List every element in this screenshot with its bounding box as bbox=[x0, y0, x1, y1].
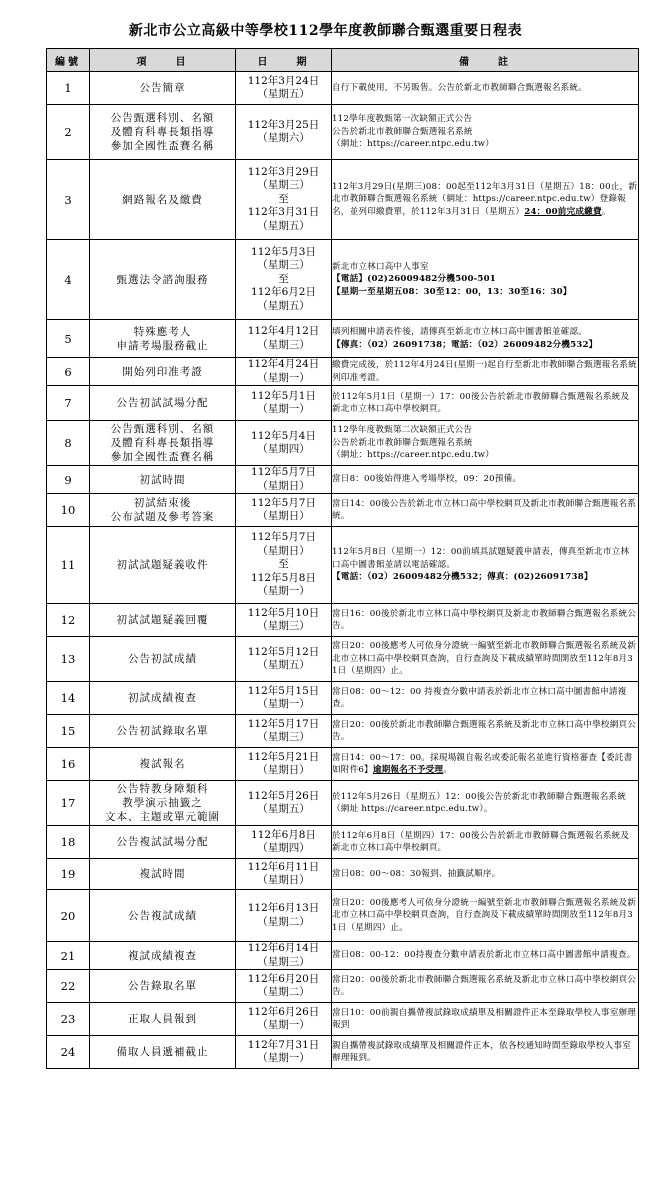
date-line: 112年5月7日 bbox=[251, 466, 316, 478]
note-segment: 親自攜帶複試錄取成績單及相關證件正本，依各校通知時間至錄取學校人事室辦理報到。 bbox=[332, 1040, 631, 1063]
header-date: 日 期 bbox=[236, 49, 332, 72]
item-line: 公告複試試場分配 bbox=[116, 836, 209, 848]
note-segment: 112年3月29日(星期三)08：00起至112年3月31日（星期五）18：00止，新北市教師聯合甄選報名系統（網址：https://career.ntpc.edu.tw）登錄報名，並列印繳費單，於112年3月31日（星期五） bbox=[332, 181, 638, 217]
row-item bbox=[90, 160, 236, 240]
note-segment: 。 bbox=[443, 765, 452, 775]
row-number: 23 bbox=[47, 1003, 90, 1036]
table-row bbox=[47, 748, 639, 781]
row-note bbox=[332, 826, 639, 859]
date-line: 112年5月1日 bbox=[251, 389, 316, 402]
table-row bbox=[47, 160, 639, 240]
row-number: 4 bbox=[47, 240, 90, 320]
note-segment: 填列相關申請表件後，請傳真至新北市立林口高中圖書館並確認。 bbox=[332, 327, 588, 338]
note-segment: 當日14：00～17：00。採現場親自報名或委託報名並進行資格審查【委託書如附件6】 bbox=[332, 752, 633, 775]
date-line: （星期四） bbox=[257, 443, 310, 455]
row-number: 20 bbox=[47, 890, 90, 942]
item-line: 初試時間 bbox=[139, 473, 186, 486]
date-line: （星期日） bbox=[257, 479, 310, 492]
date-line: （星期日） bbox=[257, 510, 310, 522]
date-line: 112年3月24日 bbox=[247, 74, 320, 87]
table-row bbox=[47, 970, 639, 1003]
note-segment: 112學年度教甄第一次缺額正式公告 bbox=[332, 114, 473, 125]
row-date bbox=[236, 1036, 332, 1069]
item-line: 複試報名 bbox=[139, 758, 186, 770]
item-line: 及體育科專長類指導 bbox=[110, 126, 215, 138]
row-date bbox=[236, 240, 332, 320]
row-number: 8 bbox=[47, 421, 90, 466]
row-note bbox=[332, 682, 639, 715]
row-item bbox=[90, 682, 236, 715]
date-line: 112年5月17日 bbox=[247, 717, 320, 730]
row-note bbox=[332, 358, 639, 386]
row-number: 13 bbox=[47, 637, 90, 682]
row-date bbox=[236, 826, 332, 859]
row-number: 3 bbox=[47, 160, 90, 240]
date-line: （星期五） bbox=[257, 88, 310, 100]
date-line: （星期三） bbox=[257, 259, 310, 272]
note-segment: 繳費完成後，於112年4月24日(星期一)起自行至新北市教師聯合甄選報名系統列印准考證。 bbox=[332, 360, 637, 383]
note-segment: 當日20：00後於新北市教師聯合甄選報名系統及新北市立林口高中學校網頁公告。 bbox=[332, 974, 637, 997]
note-segment: 112年5月8日（星期一）12：00前填具試題疑義申請表，傳真至新北市立林口高中圖書館並請以電話確認。 bbox=[332, 547, 630, 570]
table-row bbox=[47, 240, 639, 320]
row-date bbox=[236, 527, 332, 604]
row-item bbox=[90, 386, 236, 421]
row-date bbox=[236, 715, 332, 748]
row-number: 6 bbox=[47, 358, 90, 386]
note-segment: 【電話：（02）26009482分機532；傳真：(02)26091738】 bbox=[332, 572, 593, 583]
note-segment: 當日20：00後於新北市教師聯合甄選報名系統及新北市立林口高中學校網頁公告。 bbox=[332, 719, 637, 742]
item-line: 初試試題疑義收件 bbox=[116, 559, 209, 571]
note-segment: 【電話】(02)26009482分機500-501 bbox=[332, 274, 496, 285]
table-row bbox=[47, 1003, 639, 1036]
table-row bbox=[47, 105, 639, 160]
date-line: 112年5月15日 bbox=[247, 684, 320, 697]
table-row bbox=[47, 72, 639, 105]
date-line: （星期一） bbox=[257, 371, 310, 384]
date-line: 112年7月31日 bbox=[247, 1038, 320, 1051]
item-line: 公告複試成績 bbox=[128, 909, 197, 922]
table-row bbox=[47, 358, 639, 386]
row-item bbox=[90, 781, 236, 826]
date-line: 112年5月3日 bbox=[251, 245, 316, 258]
note-segment: 於112年5月1日（星期一）17：00後公告於新北市教師聯合甄選報名系統及新北市立林口高中學校網頁。 bbox=[332, 391, 630, 414]
row-note bbox=[332, 970, 639, 1003]
date-line: （星期二） bbox=[257, 915, 310, 928]
row-note bbox=[332, 715, 639, 748]
date-line: （星期五） bbox=[257, 659, 310, 671]
item-line: 複試成績複查 bbox=[128, 949, 197, 962]
note-segment: 當日08：00～08：30報到、抽籤試順序。 bbox=[332, 868, 501, 879]
row-date bbox=[236, 466, 332, 494]
table-row bbox=[47, 715, 639, 748]
item-line: 及體育科專長類指導 bbox=[110, 437, 215, 449]
row-item bbox=[90, 1003, 236, 1036]
date-line: （星期五） bbox=[257, 299, 310, 312]
table-row bbox=[47, 890, 639, 942]
item-line: 備取人員遞補截止 bbox=[116, 1046, 209, 1058]
note-segment: 當日20：00後應考人可依身分證統一編號至新北市教師聯合甄選報名系統及新北市立林口高中學校網頁查詢，自行查詢及下載成績單時間開放至112年8月31日（星期四）止。 bbox=[332, 641, 637, 677]
row-date bbox=[236, 637, 332, 682]
date-line: （星期五） bbox=[257, 803, 310, 815]
date-line: （星期六） bbox=[257, 132, 310, 144]
date-line: 112年4月12日 bbox=[247, 325, 320, 337]
row-note bbox=[332, 105, 639, 160]
date-line: 至 bbox=[278, 192, 289, 205]
date-line: （星期一） bbox=[257, 1052, 310, 1064]
row-note bbox=[332, 859, 639, 890]
row-date bbox=[236, 421, 332, 466]
note-segment: 【傳真：（02）26091738；電話：（02）26009482分機532】 bbox=[332, 339, 598, 350]
row-number: 9 bbox=[47, 466, 90, 494]
row-note bbox=[332, 527, 639, 604]
row-number: 18 bbox=[47, 826, 90, 859]
row-note bbox=[332, 240, 639, 320]
date-line: 112年3月31日 bbox=[247, 206, 320, 219]
row-date bbox=[236, 970, 332, 1003]
note-segment: 公告於新北市教師聯合甄選報名系統 bbox=[332, 126, 473, 137]
row-note bbox=[332, 748, 639, 781]
date-line: 112年6月14日 bbox=[247, 942, 320, 954]
item-line: 教學演示抽籤之 bbox=[122, 797, 203, 809]
date-line: 至 bbox=[278, 272, 289, 285]
row-date bbox=[236, 748, 332, 781]
item-line: 初試試題疑義回覆 bbox=[116, 614, 209, 626]
date-line: （星期一） bbox=[257, 1019, 310, 1031]
date-line: （星期一） bbox=[257, 698, 310, 710]
row-item bbox=[90, 320, 236, 358]
row-date bbox=[236, 494, 332, 527]
row-number: 22 bbox=[47, 970, 90, 1003]
row-date bbox=[236, 1003, 332, 1036]
row-note bbox=[332, 637, 639, 682]
row-date bbox=[236, 604, 332, 637]
note-segment: 112學年度教甄第二次缺額正式公告 bbox=[332, 425, 473, 436]
date-line: （星期一） bbox=[257, 585, 310, 598]
row-item bbox=[90, 637, 236, 682]
note-segment: 當日16：00後於新北市立林口高中學校網頁及新北市教師聯合甄選報名系統公告。 bbox=[332, 608, 637, 631]
table-row bbox=[47, 494, 639, 527]
date-line: 112年5月8日 bbox=[251, 571, 316, 584]
date-line: （星期三） bbox=[257, 179, 310, 192]
date-line: （星期三） bbox=[257, 338, 310, 351]
date-line: （星期日） bbox=[257, 544, 310, 557]
table-row bbox=[47, 421, 639, 466]
note-segment: 當日8：00後始得進入考場學校，09：20預備。 bbox=[332, 474, 522, 485]
row-number: 10 bbox=[47, 494, 90, 527]
date-line: （星期四） bbox=[257, 842, 310, 854]
row-number: 24 bbox=[47, 1036, 90, 1069]
row-item bbox=[90, 240, 236, 320]
item-line: 參加全國性盃賽名稱 bbox=[110, 451, 215, 463]
date-line: 112年5月7日 bbox=[251, 496, 316, 509]
note-segment: 當日08：00-12：00持複查分數申請表於新北市立林口高中圖書館申請複查。 bbox=[332, 950, 636, 961]
header-note: 備 註 bbox=[332, 49, 639, 72]
item-line: 公告簡章 bbox=[139, 82, 186, 94]
row-number: 11 bbox=[47, 527, 90, 604]
item-line: 公告錄取名單 bbox=[128, 980, 197, 992]
row-item bbox=[90, 105, 236, 160]
table-row bbox=[47, 466, 639, 494]
item-line: 複試時間 bbox=[139, 868, 186, 880]
date-line: 112年5月7日 bbox=[251, 531, 316, 544]
date-line: （星期一） bbox=[257, 403, 310, 415]
row-item bbox=[90, 604, 236, 637]
row-date bbox=[236, 160, 332, 240]
row-number: 14 bbox=[47, 682, 90, 715]
row-note bbox=[332, 421, 639, 466]
note-segment: 於112年6月8日（星期四）17：00後公告於新北市教師聯合甄選報名系統及新北市立林口高中學校網頁。 bbox=[332, 830, 630, 853]
row-note bbox=[332, 494, 639, 527]
row-number: 7 bbox=[47, 386, 90, 421]
date-line: （星期日） bbox=[257, 874, 310, 886]
date-line: （星期二） bbox=[257, 986, 310, 998]
row-note bbox=[332, 320, 639, 358]
note-segment: 當日08：00～12：00 持複查分數申請表於新北市立林口高中圖書館申請複查。 bbox=[332, 686, 627, 709]
row-note bbox=[332, 1003, 639, 1036]
item-line: 初試成績複查 bbox=[128, 692, 197, 704]
note-segment: （網址：https://career.ntpc.edu.tw） bbox=[332, 450, 495, 461]
row-date bbox=[236, 781, 332, 826]
row-item bbox=[90, 826, 236, 859]
row-item bbox=[90, 1036, 236, 1069]
table-row bbox=[47, 604, 639, 637]
item-line: 參加全國性盃賽名稱 bbox=[110, 140, 215, 152]
header-row bbox=[47, 49, 639, 72]
date-line: 112年3月29日 bbox=[247, 165, 320, 178]
row-date bbox=[236, 942, 332, 970]
table-row bbox=[47, 386, 639, 421]
date-line: 112年6月8日 bbox=[251, 828, 316, 841]
date-line: 112年6月2日 bbox=[251, 286, 316, 299]
item-line: 公告甄選科別、名額 bbox=[110, 423, 215, 435]
row-note bbox=[332, 466, 639, 494]
table-row bbox=[47, 527, 639, 604]
row-number: 19 bbox=[47, 859, 90, 890]
note-segment: 當日20：00後應考人可依身分證統一編號至新北市教師聯合甄選報名系統及新北市立林口高中學校網頁查詢，自行查詢及下載成績單時間開放至112年8月31日（星期四）止。 bbox=[332, 897, 637, 933]
row-number: 16 bbox=[47, 748, 90, 781]
row-date bbox=[236, 859, 332, 890]
date-line: （星期三） bbox=[257, 731, 310, 743]
note-segment: 當日14：00後公告於新北市立林口高中學校網頁及新北市教師聯合甄選報名系統。 bbox=[332, 498, 637, 521]
row-item bbox=[90, 748, 236, 781]
row-number: 15 bbox=[47, 715, 90, 748]
item-line: 特殊應考人 bbox=[133, 325, 192, 338]
item-line: 公布試題及參考答案 bbox=[110, 511, 215, 523]
date-line: 112年5月26日 bbox=[247, 789, 320, 802]
date-line: （星期日） bbox=[257, 764, 310, 776]
item-line: 公告初試成績 bbox=[128, 653, 197, 665]
row-number: 21 bbox=[47, 942, 90, 970]
note-segment: 【星期一至星期五08：30至12：00，13：30至16：30】 bbox=[332, 286, 572, 297]
row-date bbox=[236, 320, 332, 358]
schedule-rows bbox=[47, 72, 639, 1069]
row-note bbox=[332, 781, 639, 826]
row-note bbox=[332, 72, 639, 105]
item-line: 公告初試錄取名單 bbox=[116, 725, 209, 737]
table-row bbox=[47, 320, 639, 358]
table-row bbox=[47, 942, 639, 970]
date-line: 至 bbox=[278, 558, 289, 571]
row-number: 1 bbox=[47, 72, 90, 105]
date-line: 112年3月25日 bbox=[247, 118, 320, 131]
item-line: 申請考場服務截止 bbox=[116, 339, 209, 352]
item-line: 文本、主題或單元範圍 bbox=[105, 811, 220, 823]
table-row bbox=[47, 826, 639, 859]
date-line: 112年5月21日 bbox=[247, 750, 320, 763]
row-date bbox=[236, 358, 332, 386]
date-line: 112年5月12日 bbox=[247, 645, 320, 658]
row-number: 17 bbox=[47, 781, 90, 826]
date-line: 112年4月24日 bbox=[247, 358, 320, 370]
item-line: 正取人員報到 bbox=[128, 1013, 197, 1025]
date-line: 112年6月13日 bbox=[247, 902, 320, 914]
row-date bbox=[236, 72, 332, 105]
header-item: 項 目 bbox=[90, 49, 236, 72]
row-item bbox=[90, 421, 236, 466]
note-segment: （網址：https://career.ntpc.edu.tw） bbox=[332, 139, 495, 150]
date-line: （星期五） bbox=[257, 219, 310, 232]
item-line: 甄選法令諮詢服務 bbox=[116, 273, 209, 286]
note-segment: 。 bbox=[601, 206, 611, 217]
item-line: 公告甄選科別、名額 bbox=[110, 112, 215, 124]
date-line: （星期三） bbox=[257, 620, 310, 632]
table-row bbox=[47, 859, 639, 890]
row-item bbox=[90, 358, 236, 386]
date-line: 112年5月10日 bbox=[247, 606, 320, 619]
note-segment: 逾期報名不予受理 bbox=[372, 765, 444, 775]
note-segment: 新北市立林口高中人事室 bbox=[332, 261, 429, 272]
row-item bbox=[90, 72, 236, 105]
row-item bbox=[90, 494, 236, 527]
row-date bbox=[236, 386, 332, 421]
row-item bbox=[90, 942, 236, 970]
row-note bbox=[332, 942, 639, 970]
item-line: 公告初試試場分配 bbox=[116, 397, 209, 409]
row-note bbox=[332, 386, 639, 421]
row-date bbox=[236, 105, 332, 160]
row-item bbox=[90, 890, 236, 942]
note-segment: 當日10：00前親自攜帶複試錄取成績單及相關證件正本至錄取學校人事室辦理報到 bbox=[332, 1007, 637, 1030]
row-number: 2 bbox=[47, 105, 90, 160]
row-date bbox=[236, 682, 332, 715]
row-number: 12 bbox=[47, 604, 90, 637]
table-row bbox=[47, 637, 639, 682]
schedule-table bbox=[46, 48, 639, 1069]
row-item bbox=[90, 970, 236, 1003]
header-no: 編號 bbox=[47, 49, 90, 72]
item-line: 網路報名及繳費 bbox=[122, 193, 203, 206]
row-note bbox=[332, 1036, 639, 1069]
date-line: 112年6月20日 bbox=[247, 972, 320, 985]
table-row bbox=[47, 1036, 639, 1069]
table-row bbox=[47, 682, 639, 715]
row-item bbox=[90, 859, 236, 890]
row-note bbox=[332, 604, 639, 637]
row-note bbox=[332, 160, 639, 240]
row-item bbox=[90, 466, 236, 494]
note-segment: 24：00前完成繳費 bbox=[524, 206, 602, 217]
row-item bbox=[90, 527, 236, 604]
row-note bbox=[332, 890, 639, 942]
row-date bbox=[236, 890, 332, 942]
date-line: 112年5月4日 bbox=[251, 429, 316, 442]
table-row bbox=[47, 781, 639, 826]
item-line: 公告特教身障類科 bbox=[116, 783, 209, 795]
item-line: 初試結束後 bbox=[133, 497, 192, 509]
date-line: 112年6月26日 bbox=[247, 1005, 320, 1018]
date-line: 112年6月11日 bbox=[247, 860, 320, 873]
row-item bbox=[90, 715, 236, 748]
note-segment: 於112年5月26日（星期五）12：00後公告於新北市教師聯合甄選報名系統（網址 https://career.ntpc.edu.tw）。 bbox=[332, 791, 627, 814]
item-line: 開始列印准考證 bbox=[122, 365, 203, 378]
row-number: 5 bbox=[47, 320, 90, 358]
page-title: 新北市公立高級中等學校112學年度教師聯合甄選重要日程表 bbox=[128, 23, 523, 39]
note-segment: 自行下載使用，不另販售。公告於新北市教師聯合甄選報名系統。 bbox=[332, 82, 588, 93]
note-segment: 公告於新北市教師聯合甄選報名系統 bbox=[332, 437, 473, 448]
date-line: （星期三） bbox=[257, 955, 310, 968]
